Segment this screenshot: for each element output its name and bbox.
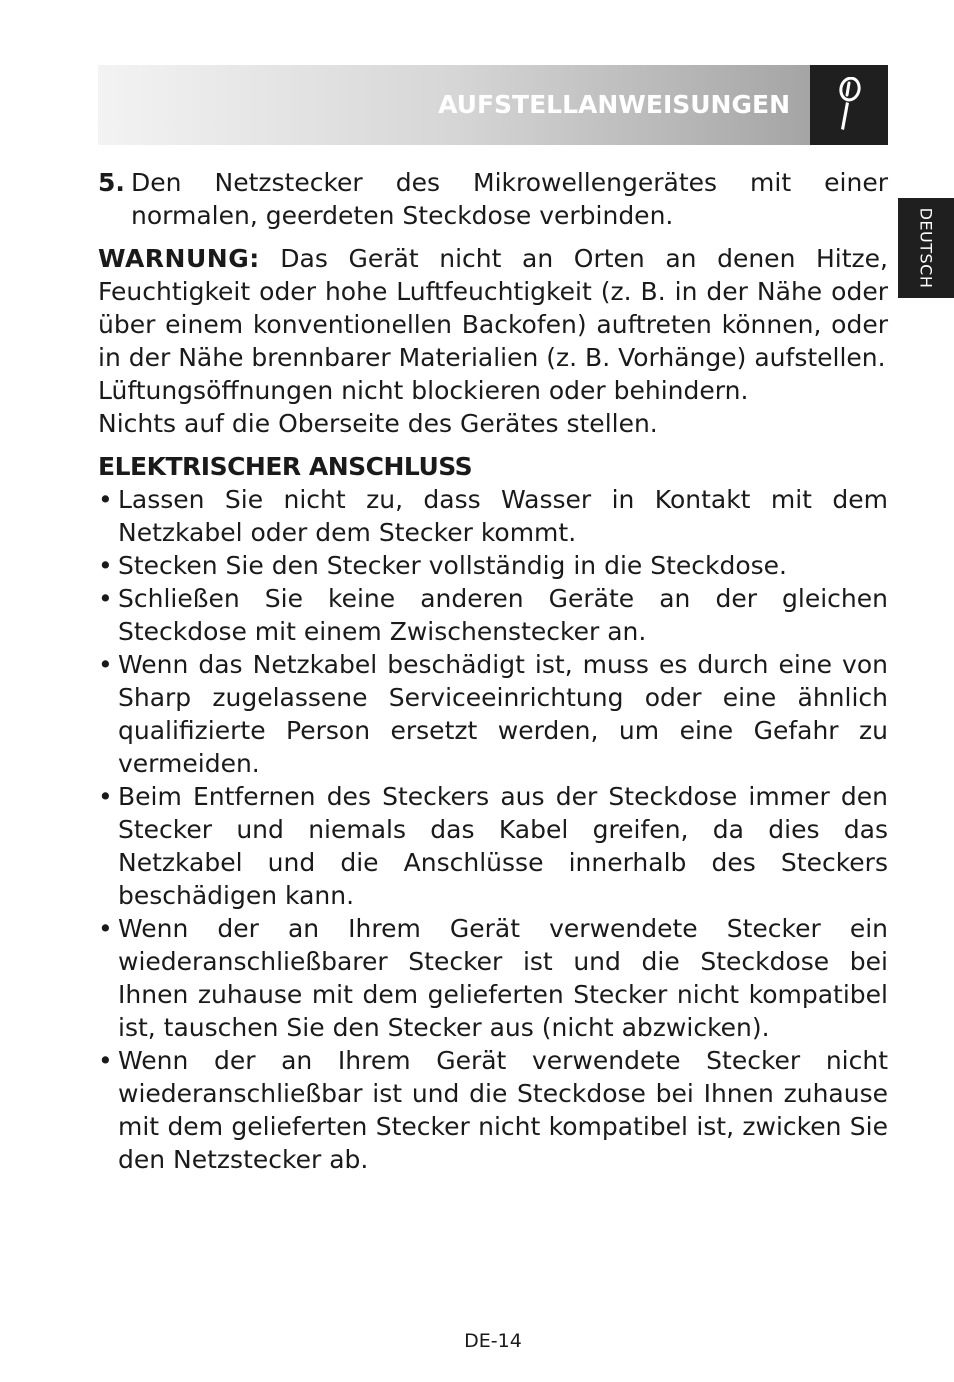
list-item [98, 648, 888, 780]
bullet: • [98, 584, 113, 613]
list-item [98, 780, 888, 912]
page-number: DE-14 [464, 1330, 522, 1352]
bullet: • [98, 914, 113, 943]
header-icon-box [810, 65, 888, 145]
list-item [98, 582, 888, 648]
step-5 [98, 166, 888, 232]
list-item-text: Lassen Sie nicht zu, dass Wasser in Kontakt mit dem Netzkabel oder dem Stecker kommt. [118, 485, 888, 547]
step-text: Den Netzstecker des Mikrowellengerätes mit einer normalen, geerdeten Steckdose verbinden. [131, 168, 888, 230]
electrical-heading: ELEKTRISCHER ANSCHLUSS [98, 452, 473, 481]
bullet: • [98, 551, 113, 580]
list-item-text: Schließen Sie keine anderen Geräte an der gleichen Steckdose mit einem Zwischenstecker an. [118, 584, 888, 646]
warning-text: Das Gerät nicht an Orten an denen Hitze, Feuchtigkeit oder hohe Luftfeuchtigkeit (z. B. in der Nähe oder über einem konventionellen Backofen) auftreten können, oder in der Nähe brennbarer Materialien (z. B. Vorhänge) aufstellen. [98, 244, 888, 372]
language-tab-label: DEUTSCH [916, 207, 936, 289]
list-item-text: Wenn der an Ihrem Gerät verwendete Stecker ein wiederanschließbarer Stecker ist und die Steckdose bei Ihnen zuhause mit dem gelieferten Stecker nicht kompatibel ist, tauschen Sie den Stecker aus (nicht abzwicken). [118, 914, 888, 1042]
bullet: • [98, 782, 113, 811]
list-item-text: Wenn der an Ihrem Gerät verwendete Stecker nicht wiederanschließbar ist und die Steckdose bei Ihnen zuhause mit dem gelieferten Stecker nicht kompatibel ist, zwicken Sie den Netzstecker ab. [118, 1046, 888, 1174]
bullet: • [98, 650, 113, 679]
list-item [98, 912, 888, 1044]
warning-paragraph [98, 242, 888, 374]
language-tab [898, 198, 954, 298]
list-item-text: Beim Entfernen des Steckers aus der Steckdose immer den Stecker und niemals das Kabel greifen, da dies das Netzkabel und die Anschlüsse innerhalb des Steckers beschädigen kann. [118, 782, 888, 910]
section-header [98, 65, 888, 145]
list-item [98, 1044, 888, 1176]
bullet: • [98, 1046, 113, 1075]
top-surface-note: Nichts auf die Oberseite des Gerätes stellen. [98, 409, 658, 438]
list-item-text: Stecken Sie den Stecker vollständig in die Steckdose. [118, 551, 788, 580]
ventilation-note: Lüftungsöffnungen nicht blockieren oder behindern. [98, 376, 749, 405]
main-content [98, 166, 888, 1176]
list-item [98, 483, 888, 549]
list-item [98, 549, 888, 582]
bullet: • [98, 485, 113, 514]
info-icon [836, 77, 862, 133]
section-title: AUFSTELLANWEISUNGEN [438, 90, 790, 119]
list-item-text: Wenn das Netzkabel beschädigt ist, muss es durch eine von Sharp zugelassene Serviceeinrichtung oder eine ähnlich qualifizierte Person ersetzt werden, um eine Gefahr zu vermeiden. [118, 650, 888, 778]
step-number: 5. [98, 168, 125, 197]
electrical-list [98, 483, 888, 1176]
warning-label: WARNUNG: [98, 244, 260, 273]
